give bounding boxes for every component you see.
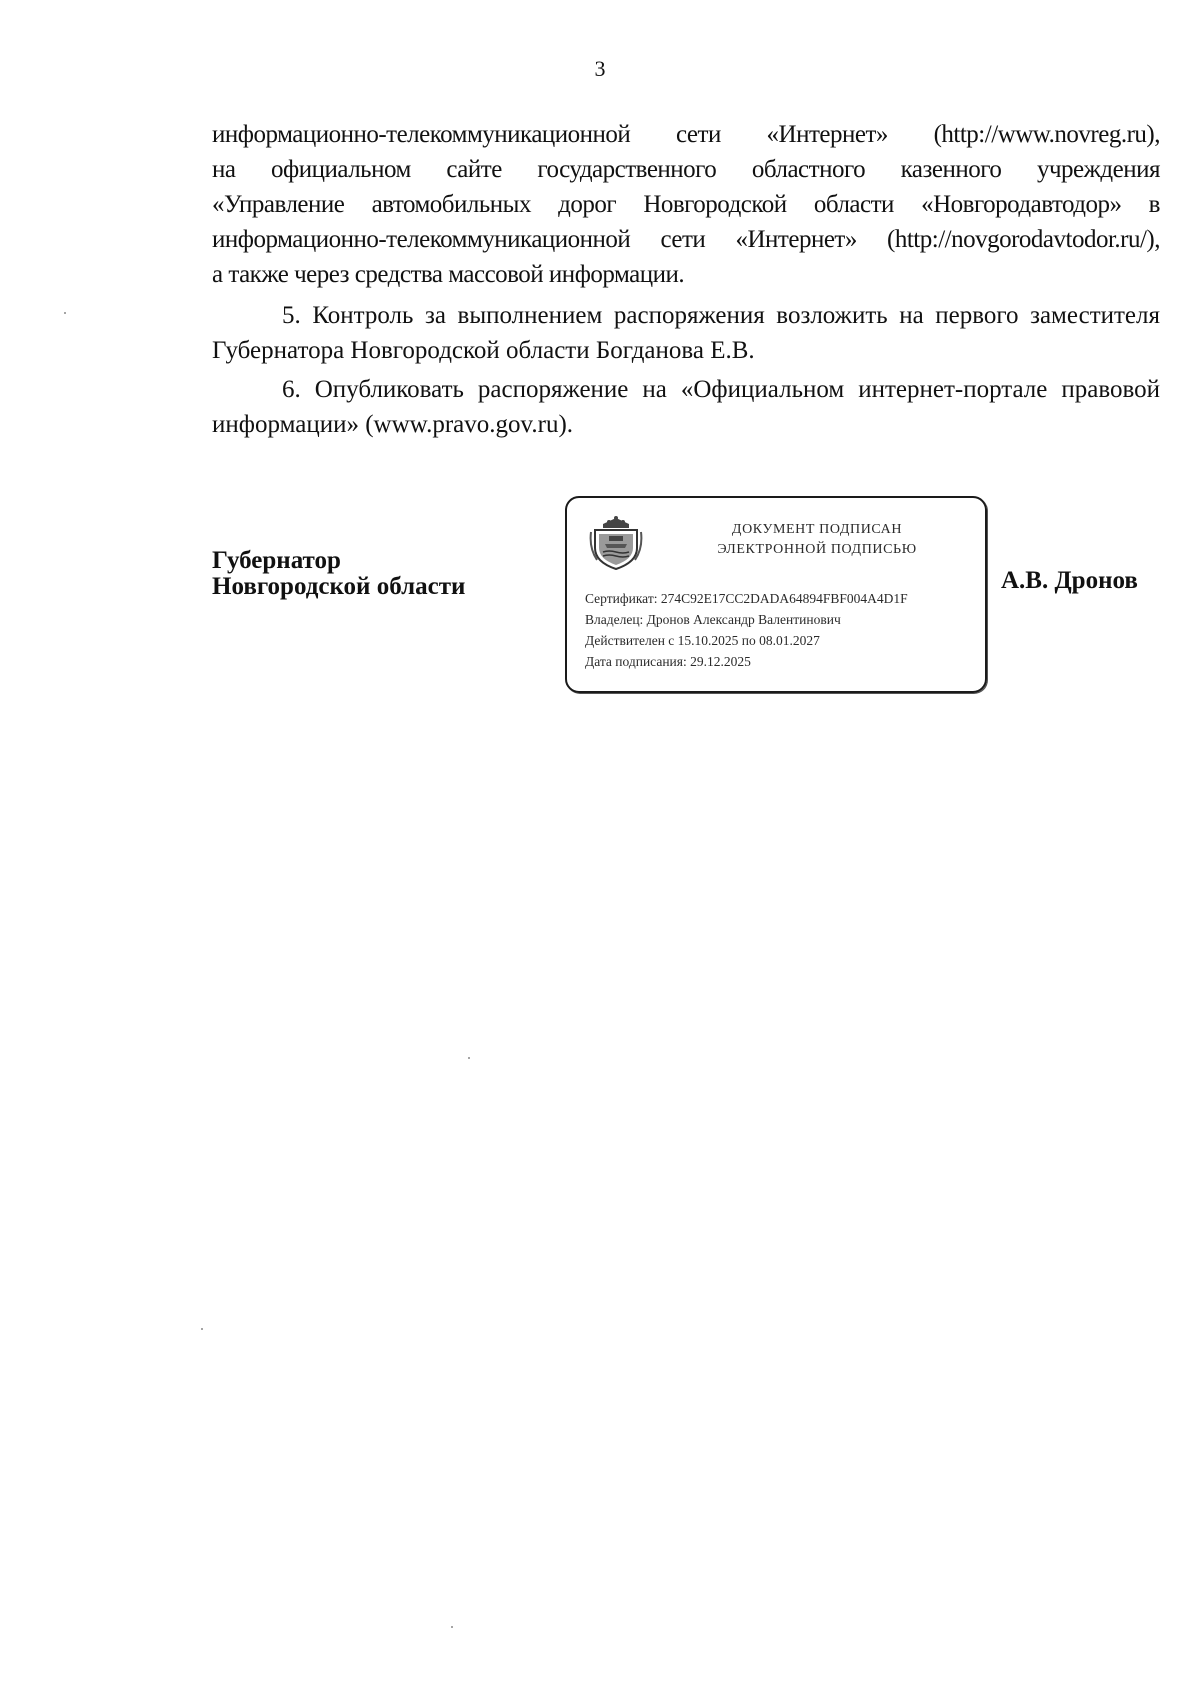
paragraph-6: 6. Опубликовать распоряжение на «Официальном интернет-портале правовой информации» (www.pravo.gov.ru). (212, 376, 1160, 438)
page-number: 3 (594, 56, 606, 81)
scan-speck (201, 1328, 203, 1330)
scan-speck (451, 1626, 453, 1628)
position-region: Новгородской области (212, 573, 466, 600)
stamp-certificate: Сертификат: 274C92E17CC2DADA64894FBF004A4D1F (585, 591, 908, 606)
paragraph-line: на официальном сайте государственного областного казенного учреждения (212, 156, 1160, 183)
signer-name: А.В. Дронов (1001, 567, 1138, 594)
paragraph-line: «Управление автомобильных дорог Новгородской области «Новгородавтодор» в (212, 191, 1160, 218)
stamp-heading-line: ДОКУМЕНТ ПОДПИСАН (731, 522, 903, 537)
stamp-validity: Действителен с 15.10.2025 по 08.01.2027 (585, 633, 820, 648)
position-title: Губернатор (212, 547, 341, 574)
stamp-owner: Владелец: Дронов Александр Валентинович (585, 612, 841, 627)
paragraph-4-continued (212, 117, 1160, 292)
paragraph-line: а также через средства массовой информации. (212, 261, 685, 288)
stamp-heading-line: ЭЛЕКТРОННОЙ ПОДПИСЬЮ (717, 542, 917, 557)
signatory-position (212, 548, 465, 600)
paragraph-5: 5. Контроль за выполнением распоряжения возложить на первого заместителя Губернатора Новгородской области Богданова Е.В. (212, 302, 1160, 364)
paragraph-line: информационно-телекоммуникационной сети «Интернет» (http://novgorodavtodor.ru/), (212, 226, 1160, 253)
scan-speck (64, 312, 66, 314)
stamp-heading (667, 520, 967, 560)
electronic-signature-stamp (565, 496, 987, 693)
novgorod-coat-of-arms-icon (589, 514, 643, 572)
scan-speck (468, 1057, 470, 1059)
stamp-signing-date: Дата подписания: 29.12.2025 (585, 654, 751, 669)
paragraph-line: информационно-телекоммуникационной сети «Интернет» (http://www.novreg.ru), (212, 121, 1160, 148)
stamp-details (585, 588, 908, 672)
